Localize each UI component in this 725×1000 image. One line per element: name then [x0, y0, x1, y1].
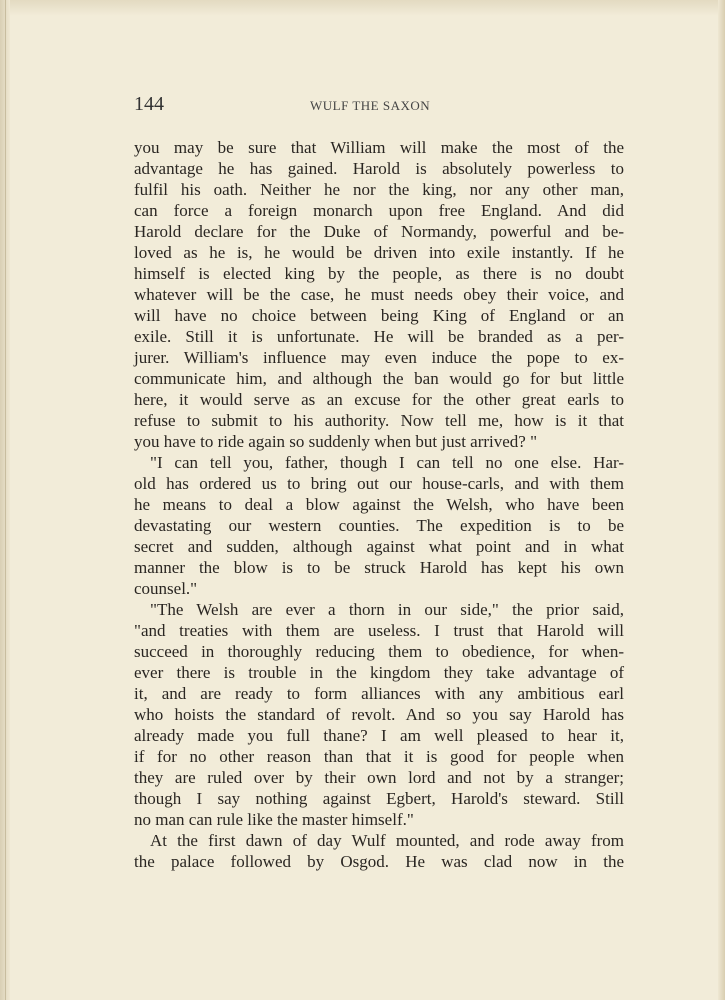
- page-top-shadow: [0, 0, 725, 16]
- text-line: no man can rule like the master himself.": [134, 810, 414, 829]
- text-line: it, and are ready to form alliances with any ambitious earl: [134, 684, 624, 703]
- text-line: the palace followed by Osgod. He was clad now in the: [134, 852, 624, 871]
- text-line: whatever will be the case, he must needs obey their voice, and: [134, 285, 624, 304]
- text-line: you have to ride again so suddenly when but just arrived? ": [134, 432, 538, 451]
- text-line: who hoists the standard of revolt. And so you say Harold has: [134, 705, 624, 724]
- text-line: can force a foreign monarch upon free England. And did: [134, 201, 624, 220]
- page-number: 144: [134, 93, 164, 115]
- text-line: "The Welsh are ever a thorn in our side," the prior said,: [150, 600, 624, 619]
- text-line: ever there is trouble in the kingdom they take advantage of: [134, 663, 624, 682]
- text-line: "and treaties with them are useless. I trust that Harold will: [134, 621, 624, 640]
- text-line: you may be sure that William will make the most of the: [134, 138, 624, 157]
- text-line: loved as he is, he would be driven into exile instantly. If he: [134, 243, 624, 262]
- text-line: secret and sudden, although against what point and in what: [134, 537, 624, 556]
- text-line: advantage he has gained. Harold is absolutely powerless to: [134, 159, 624, 178]
- page-binding-edge: [0, 0, 10, 1000]
- text-line: counsel.": [134, 579, 198, 598]
- text-line: Harold declare for the Duke of Normandy, powerful and be-: [134, 222, 624, 241]
- text-line: succeed in thoroughly reducing them to obedience, for when-: [134, 642, 624, 661]
- text-line: though I say nothing against Egbert, Harold's steward. Still: [134, 789, 624, 808]
- text-line: manner the blow is to be struck Harold has kept his own: [134, 558, 624, 577]
- text-line: refuse to submit to his authority. Now tell me, how is it that: [134, 411, 624, 430]
- running-title: WULF THE SAXON: [310, 98, 431, 113]
- text-line: communicate him, and although the ban would go for but little: [134, 369, 624, 388]
- text-line: exile. Still it is unfortunate. He will be branded as a per-: [134, 327, 624, 346]
- text-line: "I can tell you, father, though I can tell no one else. Har-: [150, 453, 624, 472]
- text-line: old has ordered us to bring out our house-carls, and with them: [134, 474, 624, 493]
- text-line: he means to deal a blow against the Welsh, who have been: [134, 495, 624, 514]
- text-line: they are ruled over by their own lord and not by a stranger;: [134, 768, 624, 787]
- text-line: will have no choice between being King of England or an: [134, 306, 624, 325]
- text-line: himself is elected king by the people, as there is no doubt: [134, 264, 624, 283]
- running-head: [134, 93, 624, 117]
- text-line: if for no other reason than that it is good for people when: [134, 747, 624, 766]
- text-line: here, it would serve as an excuse for the other great earls to: [134, 390, 624, 409]
- text-line: jurer. William's influence may even induce the pope to ex-: [134, 348, 624, 367]
- text-line: fulfil his oath. Neither he nor the king, nor any other man,: [134, 180, 624, 199]
- text-line: already made you full thane? I am well pleased to hear it,: [134, 726, 624, 745]
- body-text: [134, 137, 624, 872]
- page-right-edge: [718, 0, 725, 1000]
- text-line: At the first dawn of day Wulf mounted, and rode away from: [150, 831, 624, 850]
- text-line: devastating our western counties. The expedition is to be: [134, 516, 624, 535]
